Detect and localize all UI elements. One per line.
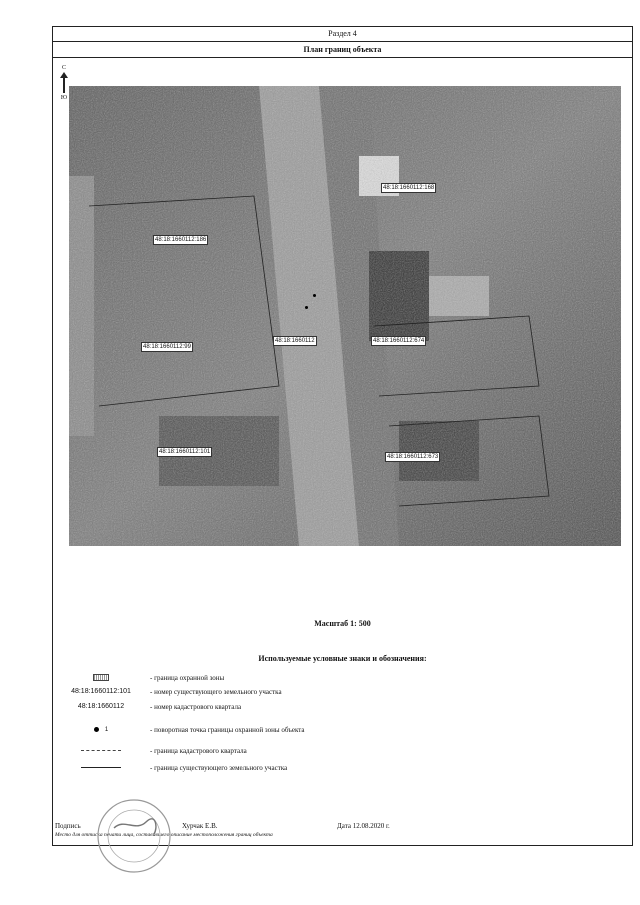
document-frame: Раздел 4 План границ объекта С Ю 48:18:1660112:168 48:18:1660112:186 48:18:1660112:99 48:18:1660112 48:18:1660112:674 48:18:1660112:101 48:18:1660112:673 Масштаб 1: 500 Используемые условные знаки и обозначения: - граница охранной зоны 48:18:1660112:101 - номер существующего земельного участка 48:18:1660112 - номер кадастрового квартала 1 - поворотная точка границы охранной зоны объекта - граница кадастрового квартала - граница существующего земельного участка Подпись Хурчак Е.В. Дата 12.08.2020 г. Место для оттиска печати лица, составившего описание местоположения границ объекта	[52, 26, 633, 846]
stamp-place-note: Место для оттиска печати лица, составившего описание местоположения границ объекта	[55, 832, 273, 838]
map-scale: Масштаб 1: 500	[314, 619, 371, 628]
legend-title: Используемые условные знаки и обозначения:	[258, 654, 427, 663]
signer-name: Хурчак Е.В.	[182, 822, 218, 830]
parcel-label: 48:18:1660112:673	[387, 454, 439, 460]
parcel-label: 48:18:1660112:674	[373, 338, 425, 344]
document-date: Дата 12.08.2020 г.	[337, 822, 390, 830]
aerial-photo	[69, 86, 621, 546]
parcel-boundary-line-icon	[81, 767, 121, 768]
signature-label: Подпись	[55, 822, 81, 830]
cadastral-quarter-label: 48:18:1660112	[275, 338, 315, 344]
aerial-map[interactable]	[69, 86, 621, 546]
section-header: Раздел 4	[53, 27, 632, 42]
page-title: План границ объекта	[53, 42, 632, 58]
parcel-label: 48:18:1660112:186	[155, 237, 207, 243]
parcel-label: 48:18:1660112:99	[143, 344, 191, 350]
north-arrow-icon: С Ю	[60, 65, 68, 101]
turn-point-marker	[305, 306, 308, 309]
protection-zone-symbol-icon	[93, 674, 109, 681]
quarter-boundary-line-icon	[81, 750, 121, 751]
turn-point-marker	[313, 294, 316, 297]
parcel-label: 48:18:1660112:101	[159, 449, 211, 455]
stamp-icon	[96, 798, 172, 874]
turn-point-icon	[94, 727, 99, 732]
parcel-label: 48:18:1660112:168	[383, 185, 435, 191]
